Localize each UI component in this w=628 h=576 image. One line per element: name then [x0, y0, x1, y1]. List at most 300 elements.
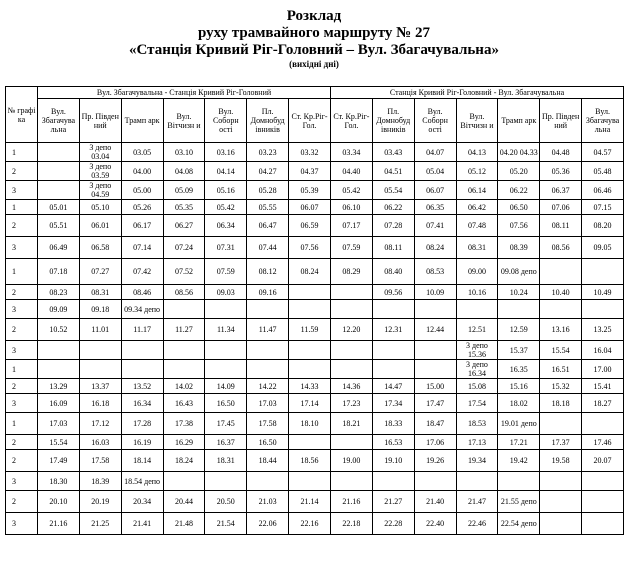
title-line-2: руху трамвайного маршруту № 27	[197, 25, 431, 41]
time-cell: 04.14	[205, 162, 247, 181]
time-cell: 09.09	[38, 300, 80, 319]
time-cell: 07.17	[331, 215, 373, 237]
time-cell: 16.19	[121, 435, 163, 450]
time-cell: 09.18	[79, 300, 121, 319]
time-cell	[163, 360, 205, 379]
time-cell: 13.37	[79, 379, 121, 394]
time-cell: 05.36	[540, 162, 582, 181]
time-cell: 17.03	[38, 413, 80, 435]
time-cell: 20.07	[582, 450, 624, 472]
time-cell: 17.21	[498, 435, 540, 450]
time-cell: 06.34	[205, 215, 247, 237]
time-cell: 04.20 04.33	[498, 143, 540, 162]
time-cell: 20.19	[79, 491, 121, 513]
time-cell: 18.18	[540, 394, 582, 413]
time-cell: 10.49	[582, 285, 624, 300]
time-cell: 06.59	[289, 215, 331, 237]
time-cell: 04.51	[372, 162, 414, 181]
time-cell: 06.46	[582, 181, 624, 200]
time-cell: 09.03	[205, 285, 247, 300]
run-number-cell: 2	[6, 215, 38, 237]
time-cell	[289, 300, 331, 319]
time-cell: 17.14	[289, 394, 331, 413]
time-cell: 09.34 депо	[121, 300, 163, 319]
time-cell: 17.03	[247, 394, 289, 413]
time-cell: 07.56	[498, 215, 540, 237]
time-cell: 20.10	[38, 491, 80, 513]
time-cell: 14.33	[289, 379, 331, 394]
time-cell: 19.10	[372, 450, 414, 472]
time-cell	[247, 472, 289, 491]
time-cell	[414, 360, 456, 379]
time-cell: 08.56	[540, 237, 582, 259]
time-cell: 16.51	[540, 360, 582, 379]
time-cell: 03.16	[205, 143, 247, 162]
table-row	[6, 379, 624, 394]
time-cell: 19.42	[498, 450, 540, 472]
time-cell: 12.20	[331, 319, 373, 341]
time-cell: 21.03	[247, 491, 289, 513]
time-cell: 17.58	[79, 450, 121, 472]
time-cell	[582, 513, 624, 535]
table-row	[6, 413, 624, 435]
time-cell: 07.27	[79, 259, 121, 285]
stop-header-dir2-4: Трамп арк	[498, 99, 540, 143]
time-cell: 11.01	[79, 319, 121, 341]
time-cell: 03.32	[289, 143, 331, 162]
time-cell: 06.14	[456, 181, 498, 200]
time-cell: 10.52	[38, 319, 80, 341]
time-cell: 14.47	[372, 379, 414, 394]
stop-header-dir2-0: Ст. Кр.Ріг-Гол.	[331, 99, 373, 143]
table-row	[6, 181, 624, 200]
time-cell: 14.36	[331, 379, 373, 394]
time-cell: 03.43	[372, 143, 414, 162]
table-row	[6, 341, 624, 360]
run-number-cell: 2	[6, 162, 38, 181]
time-cell: 04.08	[163, 162, 205, 181]
time-cell	[372, 341, 414, 360]
time-cell: 05.12	[456, 162, 498, 181]
time-cell: 04.27	[247, 162, 289, 181]
table-row	[6, 162, 624, 181]
time-cell: 11.34	[205, 319, 247, 341]
time-cell: 19.58	[540, 450, 582, 472]
time-cell: 21.16	[38, 513, 80, 535]
time-cell: 08.20	[582, 215, 624, 237]
table-row	[6, 200, 624, 215]
time-cell: 19.26	[414, 450, 456, 472]
time-cell: 17.13	[456, 435, 498, 450]
time-cell	[205, 472, 247, 491]
time-cell: 06.47	[247, 215, 289, 237]
time-cell: 17.45	[205, 413, 247, 435]
table-row	[6, 300, 624, 319]
stop-header-dir1-2: Трамп арк	[121, 99, 163, 143]
time-cell: 03.10	[163, 143, 205, 162]
time-cell	[121, 360, 163, 379]
time-cell: 07.14	[121, 237, 163, 259]
time-cell: 08.56	[163, 285, 205, 300]
stops-header-row	[6, 99, 624, 143]
time-cell	[121, 341, 163, 360]
table-row	[6, 472, 624, 491]
time-cell: 18.53	[456, 413, 498, 435]
time-cell: 16.50	[247, 435, 289, 450]
time-cell: 05.28	[247, 181, 289, 200]
stop-header-dir1-3: Вул. Вітчизн и	[163, 99, 205, 143]
table-row	[6, 237, 624, 259]
time-cell	[456, 472, 498, 491]
time-cell	[79, 360, 121, 379]
time-cell: 3 депо 03.04	[79, 143, 121, 162]
time-cell	[372, 360, 414, 379]
stop-header-dir2-5: Пр. Півден ний	[540, 99, 582, 143]
time-cell: 17.34	[372, 394, 414, 413]
time-cell: 07.18	[38, 259, 80, 285]
time-cell	[414, 341, 456, 360]
time-cell: 09.16	[247, 285, 289, 300]
time-cell: 19.00	[331, 450, 373, 472]
time-cell: 12.44	[414, 319, 456, 341]
time-cell	[79, 341, 121, 360]
time-cell	[289, 341, 331, 360]
time-cell: 06.07	[289, 200, 331, 215]
time-cell: 05.55	[247, 200, 289, 215]
time-cell: 12.59	[498, 319, 540, 341]
time-cell: 14.09	[205, 379, 247, 394]
time-cell: 11.59	[289, 319, 331, 341]
run-number-cell: 2	[6, 285, 38, 300]
time-cell: 09.08 депо	[498, 259, 540, 285]
stop-header-dir1-0: Вул. Збагачува льна	[38, 99, 80, 143]
time-cell: 08.39	[498, 237, 540, 259]
time-cell: 16.09	[38, 394, 80, 413]
time-cell	[331, 285, 373, 300]
time-cell: 05.16	[205, 181, 247, 200]
time-cell: 13.16	[540, 319, 582, 341]
table-row	[6, 215, 624, 237]
time-cell: 05.42	[331, 181, 373, 200]
time-cell: 08.29	[331, 259, 373, 285]
table-row	[6, 435, 624, 450]
time-cell: 21.54	[205, 513, 247, 535]
time-cell: 05.51	[38, 215, 80, 237]
time-cell	[582, 300, 624, 319]
time-cell: 11.27	[163, 319, 205, 341]
time-cell	[247, 300, 289, 319]
time-cell: 16.43	[163, 394, 205, 413]
time-cell: 05.54	[372, 181, 414, 200]
time-cell: 17.37	[540, 435, 582, 450]
stop-header-dir2-1: Пл. Домнобуд івників	[372, 99, 414, 143]
time-cell: 15.00	[414, 379, 456, 394]
time-cell	[331, 341, 373, 360]
time-cell: 17.28	[121, 413, 163, 435]
title-note: (вихідні дні)	[289, 59, 339, 69]
run-number-cell: 3	[6, 300, 38, 319]
time-cell: 09.56	[372, 285, 414, 300]
time-cell: 04.37	[289, 162, 331, 181]
run-number-cell: 3	[6, 472, 38, 491]
time-cell: 22.16	[289, 513, 331, 535]
time-cell: 10.40	[540, 285, 582, 300]
direction-header-row	[6, 87, 624, 99]
run-number-cell: 3	[6, 237, 38, 259]
time-cell: 21.25	[79, 513, 121, 535]
stop-header-dir1-4: Вул. Соборн ості	[205, 99, 247, 143]
title-line-1: Розклад	[286, 8, 342, 24]
time-cell: 08.12	[247, 259, 289, 285]
table-row	[6, 285, 624, 300]
time-cell: 06.22	[372, 200, 414, 215]
time-cell: 11.47	[247, 319, 289, 341]
time-cell: 14.02	[163, 379, 205, 394]
time-cell	[331, 435, 373, 450]
time-cell: 05.42	[205, 200, 247, 215]
time-cell	[289, 435, 331, 450]
time-cell: 07.31	[205, 237, 247, 259]
time-cell: 3 депо 15.36	[456, 341, 498, 360]
time-cell: 18.24	[163, 450, 205, 472]
time-cell: 21.55 депо	[498, 491, 540, 513]
time-cell	[205, 341, 247, 360]
time-cell: 21.48	[163, 513, 205, 535]
time-cell: 15.54	[38, 435, 80, 450]
time-cell: 11.17	[121, 319, 163, 341]
time-cell: 15.54	[540, 341, 582, 360]
time-cell: 05.20	[498, 162, 540, 181]
time-cell: 17.12	[79, 413, 121, 435]
time-cell	[289, 285, 331, 300]
time-cell: 18.30	[38, 472, 80, 491]
time-cell: 22.46	[456, 513, 498, 535]
time-cell	[414, 472, 456, 491]
time-cell: 3 депо 03.59	[79, 162, 121, 181]
table-row	[6, 513, 624, 535]
time-cell: 08.40	[372, 259, 414, 285]
time-cell: 08.23	[38, 285, 80, 300]
time-cell: 15.32	[540, 379, 582, 394]
time-cell: 20.50	[205, 491, 247, 513]
time-cell: 15.37	[498, 341, 540, 360]
time-cell: 05.00	[121, 181, 163, 200]
time-cell: 15.08	[456, 379, 498, 394]
table-row	[6, 259, 624, 285]
time-cell: 16.34	[121, 394, 163, 413]
time-cell: 17.23	[331, 394, 373, 413]
time-cell: 06.50	[498, 200, 540, 215]
time-cell: 3 депо 16.34	[456, 360, 498, 379]
time-cell: 04.13	[456, 143, 498, 162]
run-number-header: № графі ка	[6, 87, 38, 143]
table-row	[6, 491, 624, 513]
time-cell: 17.06	[414, 435, 456, 450]
run-number-cell: 2	[6, 491, 38, 513]
time-cell: 05.35	[163, 200, 205, 215]
run-number-cell: 2	[6, 435, 38, 450]
time-cell	[582, 491, 624, 513]
stop-header-dir2-6: Вул. Збагачува льна	[582, 99, 624, 143]
time-cell	[38, 181, 80, 200]
run-number-cell: 3	[6, 341, 38, 360]
time-cell: 07.28	[372, 215, 414, 237]
time-cell: 04.57	[582, 143, 624, 162]
time-cell: 07.15	[582, 200, 624, 215]
time-cell: 08.11	[540, 215, 582, 237]
direction-2-header: Станція Кривий Ріг-Головний - Вул. Збагачувальна	[331, 87, 624, 99]
time-cell	[289, 472, 331, 491]
time-cell: 18.47	[414, 413, 456, 435]
time-cell: 07.48	[456, 215, 498, 237]
run-number-cell: 3	[6, 513, 38, 535]
time-cell: 17.49	[38, 450, 80, 472]
time-cell: 21.16	[331, 491, 373, 513]
time-cell: 10.09	[414, 285, 456, 300]
time-cell	[540, 413, 582, 435]
time-cell: 03.34	[331, 143, 373, 162]
time-cell: 09.00	[456, 259, 498, 285]
time-cell: 06.07	[414, 181, 456, 200]
time-cell: 06.49	[38, 237, 80, 259]
time-cell: 07.44	[247, 237, 289, 259]
stop-header-dir1-5: Пл. Домнобуд івників	[247, 99, 289, 143]
time-cell: 06.42	[456, 200, 498, 215]
time-cell: 22.28	[372, 513, 414, 535]
time-cell: 07.42	[121, 259, 163, 285]
time-cell: 13.25	[582, 319, 624, 341]
time-cell: 3 депо 04.59	[79, 181, 121, 200]
time-cell	[582, 259, 624, 285]
schedule-body	[6, 143, 624, 535]
time-cell: 04.48	[540, 143, 582, 162]
time-cell	[331, 472, 373, 491]
time-cell: 21.40	[414, 491, 456, 513]
time-cell: 17.47	[414, 394, 456, 413]
time-cell: 13.52	[121, 379, 163, 394]
page-header	[0, 0, 628, 70]
time-cell	[540, 259, 582, 285]
direction-1-header: Вул. Збагачувальна - Станція Кривий Ріг-Головний	[38, 87, 331, 99]
table-row	[6, 360, 624, 379]
run-number-cell: 1	[6, 259, 38, 285]
time-cell: 05.26	[121, 200, 163, 215]
run-number-cell: 1	[6, 200, 38, 215]
time-cell	[247, 341, 289, 360]
time-cell: 16.37	[205, 435, 247, 450]
time-cell: 06.22	[498, 181, 540, 200]
time-cell: 22.06	[247, 513, 289, 535]
time-cell: 07.56	[289, 237, 331, 259]
time-cell	[163, 472, 205, 491]
stop-header-dir2-3: Вул. Вітчизн и	[456, 99, 498, 143]
time-cell: 05.39	[289, 181, 331, 200]
time-cell: 07.59	[205, 259, 247, 285]
time-cell: 08.46	[121, 285, 163, 300]
time-cell: 12.31	[372, 319, 414, 341]
time-cell: 10.24	[498, 285, 540, 300]
time-cell: 09.05	[582, 237, 624, 259]
time-cell: 16.35	[498, 360, 540, 379]
time-cell: 08.31	[456, 237, 498, 259]
time-cell: 06.10	[331, 200, 373, 215]
time-cell: 06.17	[121, 215, 163, 237]
time-cell: 18.44	[247, 450, 289, 472]
time-cell: 04.00	[121, 162, 163, 181]
table-row	[6, 394, 624, 413]
time-cell: 08.24	[414, 237, 456, 259]
time-cell	[372, 300, 414, 319]
time-cell	[540, 472, 582, 491]
time-cell: 06.37	[540, 181, 582, 200]
run-number-cell: 3	[6, 394, 38, 413]
time-cell: 10.16	[456, 285, 498, 300]
stop-header-dir2-2: Вул. Соборн ості	[414, 99, 456, 143]
time-cell: 18.10	[289, 413, 331, 435]
time-cell: 07.52	[163, 259, 205, 285]
stop-header-dir1-6: Ст. Кр.Ріг-Гол.	[289, 99, 331, 143]
time-cell: 04.07	[414, 143, 456, 162]
time-cell: 16.18	[79, 394, 121, 413]
run-number-cell: 2	[6, 450, 38, 472]
time-cell: 05.48	[582, 162, 624, 181]
time-cell: 18.56	[289, 450, 331, 472]
time-cell: 17.38	[163, 413, 205, 435]
time-cell: 22.54 депо	[498, 513, 540, 535]
run-number-cell: 1	[6, 143, 38, 162]
time-cell	[414, 300, 456, 319]
run-number-cell: 2	[6, 379, 38, 394]
time-cell	[247, 360, 289, 379]
time-cell	[38, 143, 80, 162]
time-cell: 05.04	[414, 162, 456, 181]
time-cell: 16.53	[372, 435, 414, 450]
time-cell	[38, 360, 80, 379]
time-cell	[205, 300, 247, 319]
time-cell: 21.47	[456, 491, 498, 513]
time-cell: 18.27	[582, 394, 624, 413]
time-cell: 08.53	[414, 259, 456, 285]
time-cell	[331, 360, 373, 379]
time-cell: 12.51	[456, 319, 498, 341]
schedule-table	[5, 86, 624, 535]
time-cell: 16.29	[163, 435, 205, 450]
time-cell: 19.01 депо	[498, 413, 540, 435]
time-cell: 17.54	[456, 394, 498, 413]
time-cell: 17.46	[582, 435, 624, 450]
time-cell: 06.27	[163, 215, 205, 237]
stop-header-dir1-1: Пр. Півден ний	[79, 99, 121, 143]
run-number-cell: 1	[6, 413, 38, 435]
run-number-cell: 3	[6, 181, 38, 200]
time-cell: 08.11	[372, 237, 414, 259]
time-cell: 16.50	[205, 394, 247, 413]
run-number-cell: 1	[6, 360, 38, 379]
table-row	[6, 143, 624, 162]
time-cell: 07.06	[540, 200, 582, 215]
time-cell: 18.14	[121, 450, 163, 472]
time-cell: 13.29	[38, 379, 80, 394]
time-cell	[540, 300, 582, 319]
time-cell	[582, 413, 624, 435]
time-cell: 07.41	[414, 215, 456, 237]
time-cell	[498, 300, 540, 319]
time-cell	[38, 341, 80, 360]
time-cell	[540, 491, 582, 513]
time-cell: 08.24	[289, 259, 331, 285]
time-cell: 06.58	[79, 237, 121, 259]
time-cell: 18.33	[372, 413, 414, 435]
